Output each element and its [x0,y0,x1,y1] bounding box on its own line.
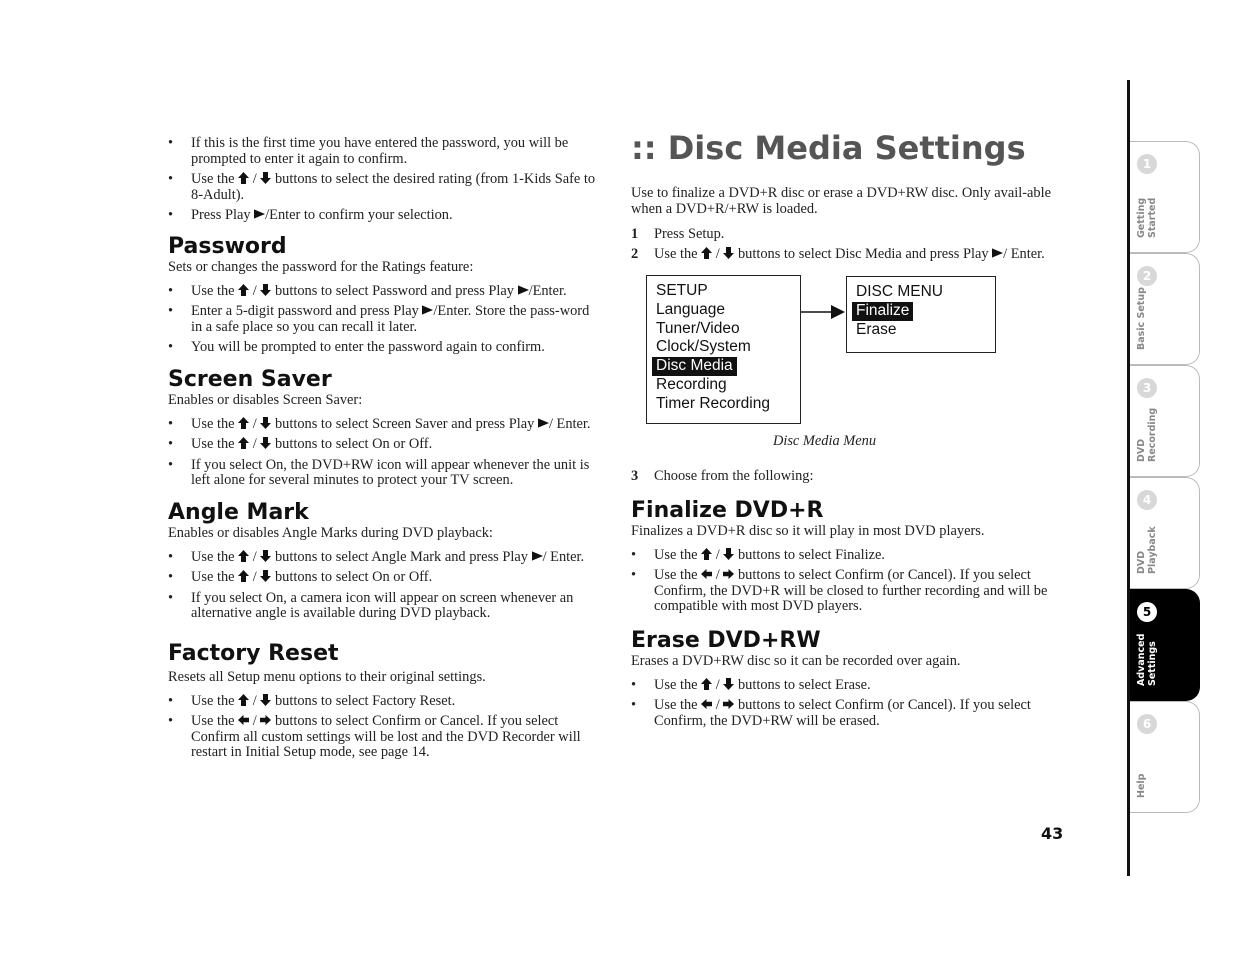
disc-menu-item: Erase [856,320,897,338]
list-item: • Use the / buttons to select On or Off. [168,437,604,453]
steps-list [631,227,1067,262]
diagram-caption: Disc Media Menu [772,433,877,449]
tab-getting-started[interactable] [1130,141,1200,253]
list-item: • Use the / buttons to select Password and press Play /Enter. [168,284,604,300]
tab-label: DVD Playback [1136,526,1158,574]
tab-number-badge: 1 [1137,154,1157,174]
left-column [168,136,604,766]
page-number: 43 [1041,824,1064,843]
down-arrow-icon [723,548,734,560]
setup-menu-box [646,275,801,424]
step-item: 1 Press Setup. [631,226,725,242]
disc-menu-title: DISC MENU [856,283,943,300]
setup-menu-item-selected: Disc Media [652,357,737,376]
list-item: • If this is the first time you have entered the password, you will be prompted to enter it again to confirm. [168,136,604,167]
right-arrow-icon [723,568,734,580]
up-arrow-icon [238,550,249,562]
list-item: • You will be prompted to enter the password again to confirm. [168,340,604,356]
disc-menu-box [846,276,996,353]
play-icon [254,208,265,220]
list-item: • Use the / buttons to select Confirm or Cancel. If you select Confirm all custom settings will be lost and the DVD Recorder will restart in Initial Setup mode, see page 14. [168,714,604,761]
tab-number-badge: 6 [1137,714,1157,734]
tab-advanced-settings[interactable] [1130,589,1200,701]
right-arrow-icon [260,714,271,726]
tab-label: DVD Recording [1136,407,1158,462]
play-icon [532,550,543,562]
angle-mark-bullet-list [168,550,604,622]
down-arrow-icon [260,550,271,562]
erase-heading: Erase DVD+RW [631,627,821,653]
tab-dvd-recording[interactable] [1130,365,1200,477]
list-item: • Use the / buttons to select Angle Mark and press Play / Enter. [168,550,604,566]
setup-menu-item: Tuner/Video [656,319,740,337]
factory-reset-heading: Factory Reset [168,640,339,666]
down-arrow-icon [260,417,271,429]
up-arrow-icon [238,570,249,582]
tab-help[interactable] [1130,701,1200,813]
factory-reset-description: Resets all Setup menu options to their original settings. [168,668,486,685]
up-arrow-icon [701,678,712,690]
finalize-bullet-list [631,548,1067,615]
setup-menu-title: SETUP [656,282,708,299]
up-arrow-icon [238,417,249,429]
list-item: • Use the / buttons to select Finalize. [631,548,1067,564]
password-heading: Password [168,233,287,259]
play-icon [992,247,1003,259]
arrow-right-icon [801,302,847,322]
up-arrow-icon [238,437,249,449]
tab-label: Basic Setup [1136,287,1147,350]
down-arrow-icon [723,678,734,690]
tab-label: Advanced Settings [1136,633,1158,686]
tab-number-badge: 4 [1137,490,1157,510]
screen-saver-heading: Screen Saver [168,366,332,392]
list-item: • Press Play /Enter to confirm your selection. [168,208,604,224]
disc-menu-item-selected: Finalize [852,302,913,321]
list-item: • Use the / buttons to select Screen Saver and press Play / Enter. [168,417,604,433]
page-title: :: Disc Media Settings [631,129,1026,167]
play-icon [518,284,529,296]
angle-mark-heading: Angle Mark [168,499,309,525]
list-item: • Use the / buttons to select On or Off. [168,570,604,586]
setup-menu-item: Timer Recording [656,394,770,412]
up-arrow-icon [238,284,249,296]
password-bullet-list [168,284,604,356]
play-icon [538,417,549,429]
intro-bullet-list [168,136,604,224]
steps-list-continued [631,469,1067,485]
tab-label: Getting Started [1136,197,1158,238]
list-item: • Use the / buttons to select Factory Reset. [168,694,604,710]
factory-reset-bullet-list [168,694,604,761]
tab-basic-setup[interactable] [1130,253,1200,365]
down-arrow-icon [260,172,271,184]
intro-paragraph: Use to finalize a DVD+R disc or erase a DVD+RW disc. Only avail-able when a DVD+R/+RW is loaded. [631,185,1051,217]
down-arrow-icon [260,437,271,449]
tab-number-badge: 3 [1137,378,1157,398]
left-arrow-icon [238,714,249,726]
tab-dvd-playback[interactable] [1130,477,1200,589]
screen-saver-description: Enables or disables Screen Saver: [168,391,363,408]
play-icon [422,304,433,316]
list-item: • If you select On, the DVD+RW icon will appear whenever the unit is left alone for several minutes to protect your TV screen. [168,458,604,489]
tab-number-badge: 5 [1137,602,1157,622]
finalize-description: Finalizes a DVD+R disc so it will play in most DVD players. [631,522,985,539]
up-arrow-icon [238,694,249,706]
setup-menu-item: Recording [656,375,727,393]
list-item: • Use the / buttons to select the desired rating (from 1-Kids Safe to 8-Adult). [168,172,604,203]
step-item: 3 Choose from the following: [631,468,814,484]
finalize-heading: Finalize DVD+R [631,497,824,523]
password-description: Sets or changes the password for the Ratings feature: [168,258,474,275]
setup-menu-item: Clock/System [656,338,751,356]
erase-bullet-list [631,678,1067,730]
setup-menu-item: Language [656,300,725,318]
left-arrow-icon [701,568,712,580]
up-arrow-icon [701,548,712,560]
right-arrow-icon [723,698,734,710]
list-item: • If you select On, a camera icon will appear on screen whenever an alternative angle is available during DVD playback. [168,591,604,622]
down-arrow-icon [260,570,271,582]
up-arrow-icon [701,247,712,259]
list-item: • Use the / buttons to select Confirm (or Cancel). If you select Confirm, the DVD+RW will be erased. [631,698,1067,729]
step-item: 2 Use the / buttons to select Disc Media and press Play / Enter. [631,245,1045,262]
down-arrow-icon [260,694,271,706]
disc-media-menu-diagram [631,275,1067,427]
left-arrow-icon [701,698,712,710]
list-item: • Use the / buttons to select Erase. [631,678,1067,694]
angle-mark-description: Enables or disables Angle Marks during DVD playback: [168,524,493,541]
down-arrow-icon [260,284,271,296]
list-item: • Enter a 5-digit password and press Play /Enter. Store the pass-word in a safe place so you can recall it later. [168,304,604,335]
down-arrow-icon [723,247,734,259]
erase-description: Erases a DVD+RW disc so it can be recorded over again. [631,652,961,669]
list-item: • Use the / buttons to select Confirm (or Cancel). If you select Confirm, the DVD+R will be closed to further recording and will be compatible with most DVD players. [631,568,1067,615]
screen-saver-bullet-list [168,417,604,489]
tab-label: Help [1136,773,1147,798]
up-arrow-icon [238,172,249,184]
tab-number-badge: 2 [1137,266,1157,286]
right-column [631,126,1067,734]
